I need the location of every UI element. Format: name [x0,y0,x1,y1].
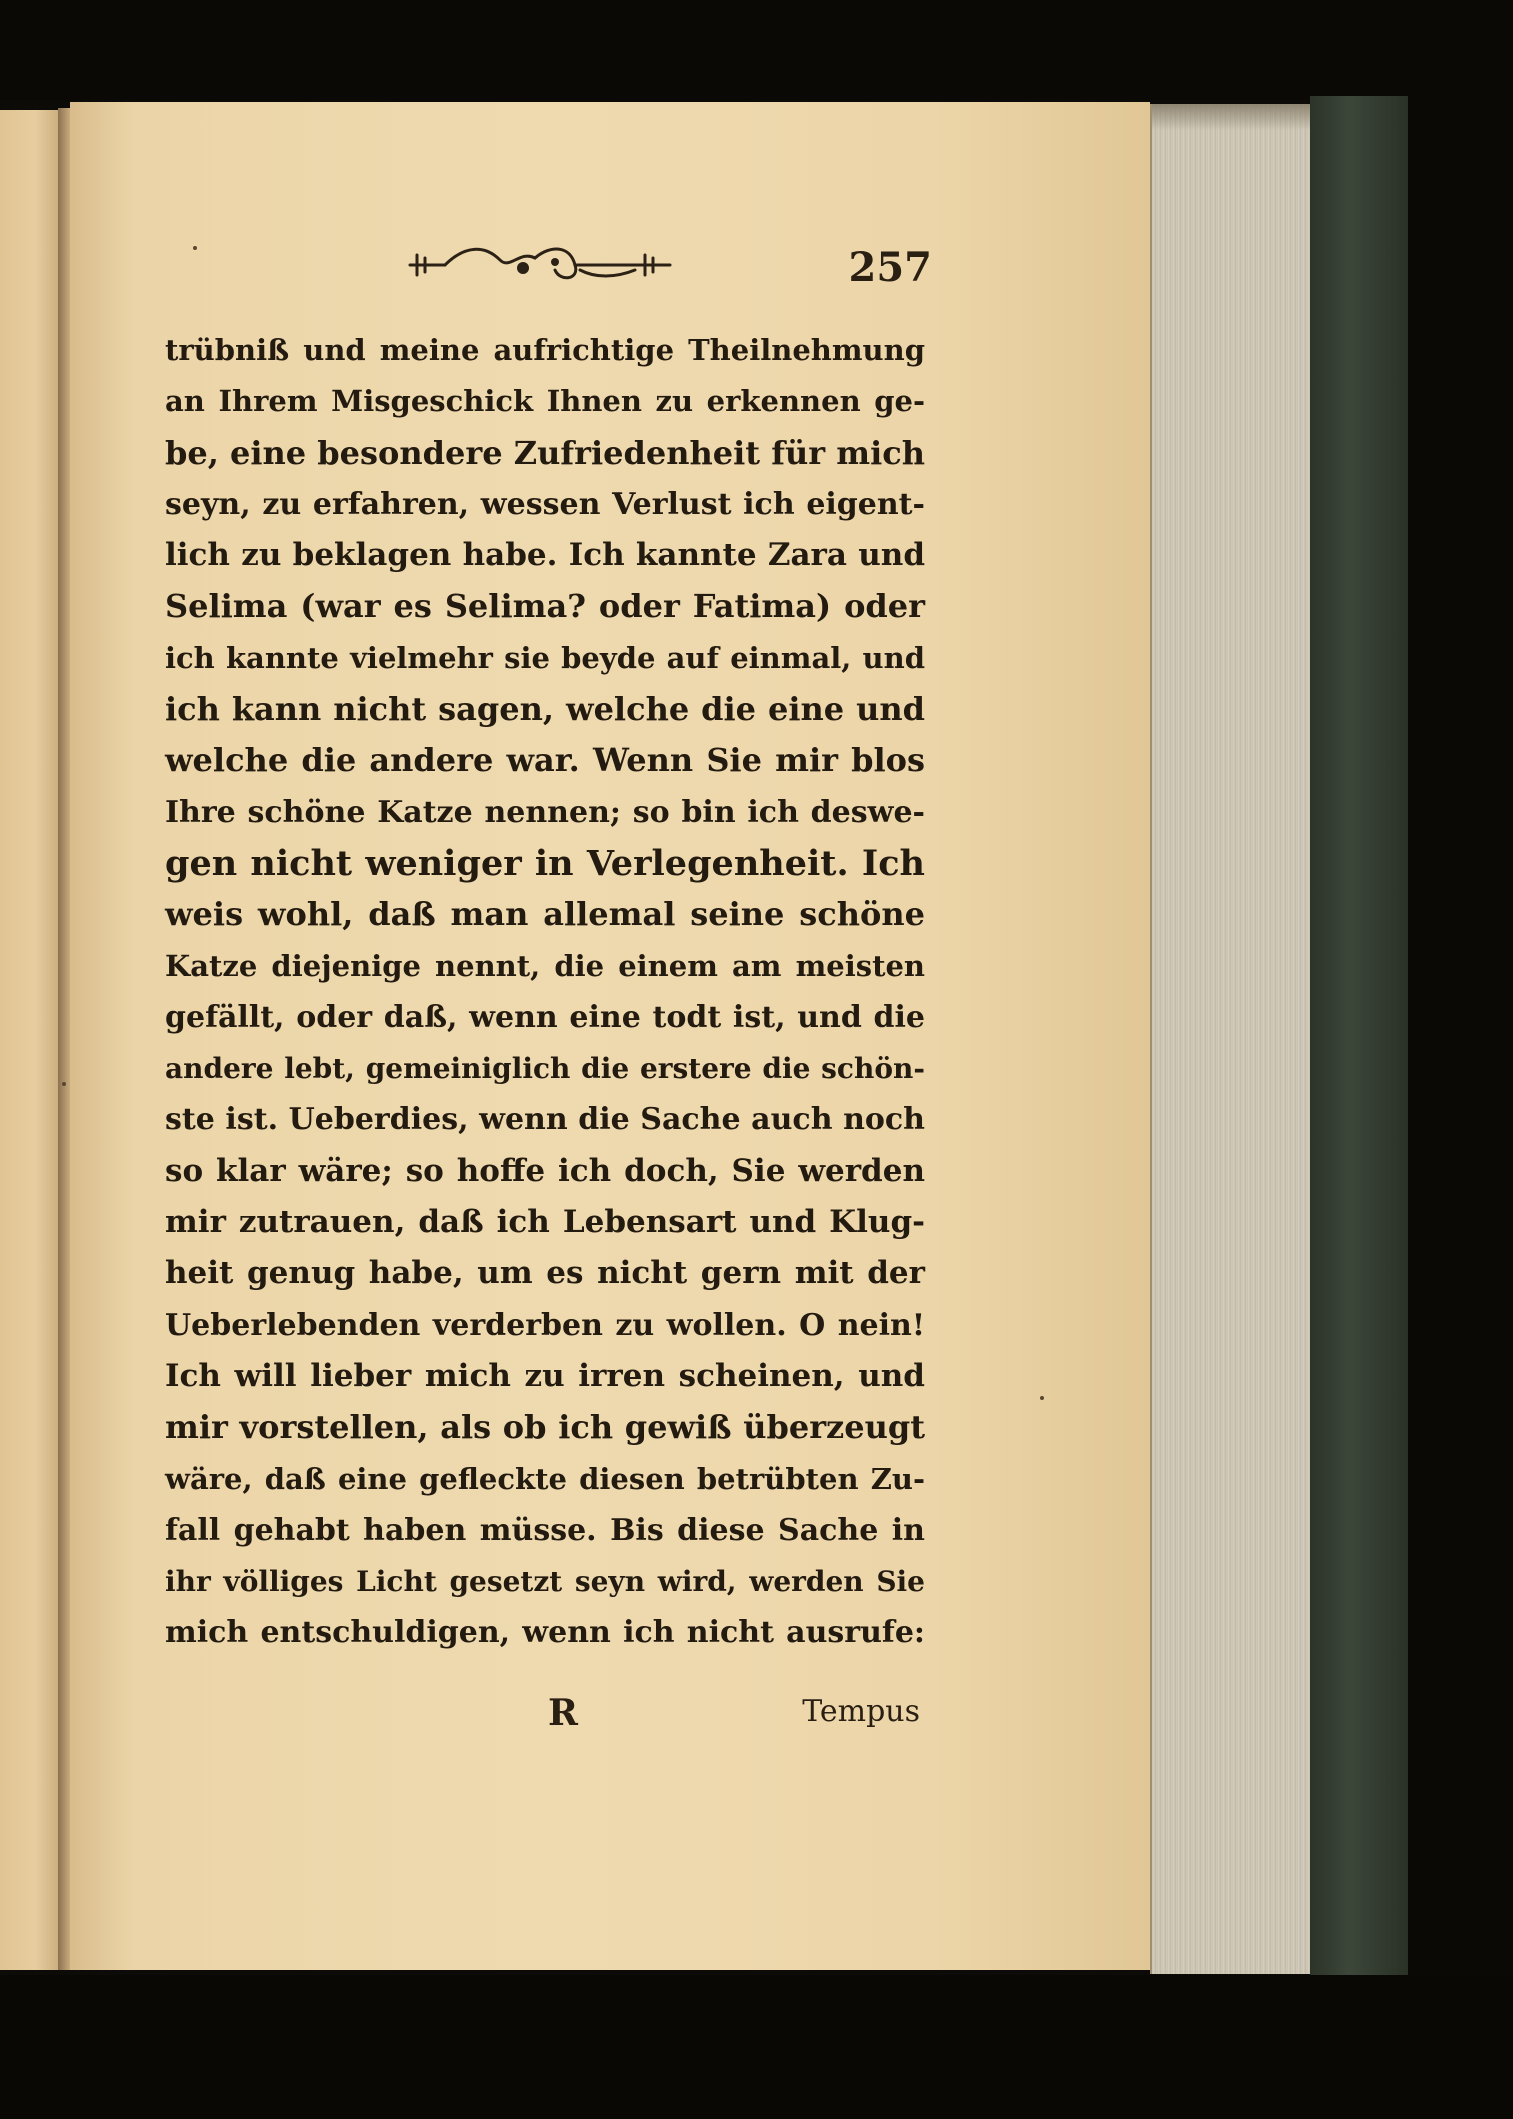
text-line: ste ist. Ueberdies, wenn die Sache auch noch [165,1102,925,1138]
text-line: Selima (war es Selima? oder Fatima) oder [165,587,925,626]
signature-mark: R [548,1692,578,1734]
text-line: ihr völliges Licht gesetzt seyn wird, werden Sie [165,1565,925,1599]
page-number: 257 [848,244,932,291]
text-line: an Ihrem Misgeschick Ihnen zu erkennen ge- [165,384,925,419]
scan-background-right [1408,0,1513,2119]
book-gutter [58,108,70,1970]
text-line: ich kann nicht sagen, welche die eine und [165,690,925,729]
text-line: welche die andere war. Wenn Sie mir blos [165,741,925,780]
text-line: heit genug habe, um es nicht gern mit der [165,1255,925,1292]
text-line: weis wohl, daß man allemal seine schöne [165,895,925,934]
text-line: Ihre schöne Katze nennen; so bin ich deswe- [165,794,925,830]
text-line: mich entschuldigen, wenn ich nicht ausrufe: [165,1615,925,1651]
text-line: ich kannte vielmehr sie beyde auf einmal, und [165,640,925,675]
text-line: mir vorstellen, als ob ich gewiß überzeugt [165,1408,925,1447]
text-line: be, eine besondere Zufriedenheit für mich [165,433,926,472]
text-line: fall gehabt haben müsse. Bis diese Sache in [165,1512,925,1548]
speck [193,246,197,250]
text-line: gen nicht weniger in Verlegenheit. Ich [165,842,925,884]
text-line: gefällt, oder daß, wenn eine todt ist, und die [165,999,925,1035]
text-line: mir zutrauen, daß ich Lebensart und Klug- [165,1204,925,1241]
text-line: wäre, daß eine gefleckte diesen betrübten Zu- [165,1461,925,1496]
text-line: Ich will lieber mich zu irren scheinen, und [165,1357,925,1394]
catchword: Tempus [802,1694,920,1729]
speck [62,1082,66,1086]
scan-background-top [0,0,1513,100]
text-line: so klar wäre; so hoffe ich doch, Sie werden [165,1152,925,1189]
speck [1040,1396,1044,1400]
scan-background-bottom [0,1975,1513,2119]
body-text [165,325,925,1659]
left-page-edge [0,110,60,1970]
book-cover-edge [1310,96,1411,1996]
text-line: Katze diejenige nennt, die einem am meisten [165,948,925,983]
text-line: andere lebt, gemeiniglich die erstere die schön- [165,1052,925,1086]
text-line: Ueberlebenden verderben zu wollen. O nein! [165,1307,925,1343]
page-block-edges [1150,104,1312,1974]
text-line: lich zu beklagen habe. Ich kannte Zara und [165,537,925,574]
printers-flourish-icon [405,240,675,290]
text-line: trübniß und meine aufrichtige Theilnehmung [165,333,925,367]
text-line: seyn, zu erfahren, wessen Verlust ich eigent- [165,486,925,522]
